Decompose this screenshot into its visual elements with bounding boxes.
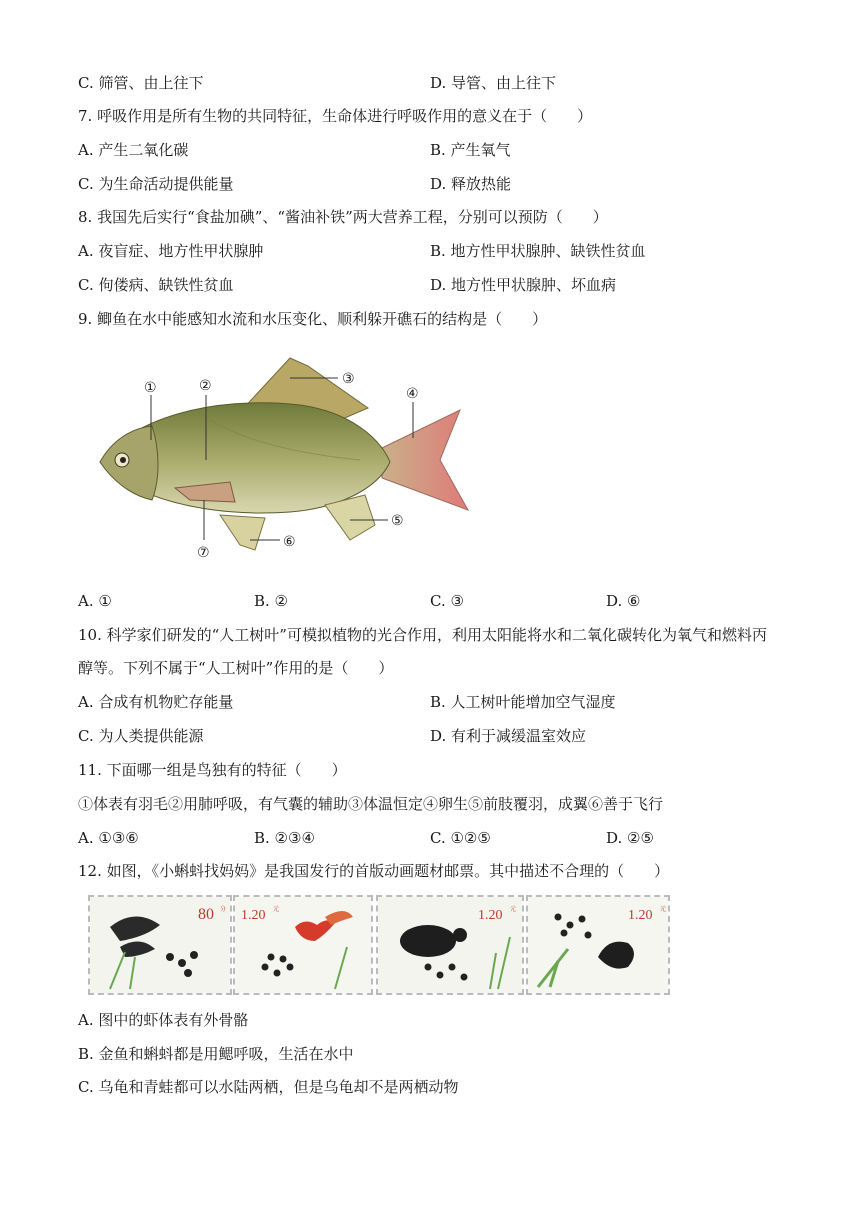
label-7: ⑦	[197, 545, 210, 561]
q9-option-a: A. ①	[78, 592, 112, 610]
stamp-turtle	[376, 895, 524, 995]
q7-option-a: A. 产生二氧化碳	[78, 141, 189, 159]
stamp-2-value: 1.20	[241, 908, 266, 923]
label-5: ⑤	[391, 513, 404, 529]
stamp-3-value: 1.20	[478, 908, 503, 923]
pelvic-fin	[220, 515, 265, 550]
q12-option-c: C. 乌龟和青蛙都可以水陆两栖，但是乌龟却不是两栖动物	[78, 1078, 459, 1096]
q11-option-b: B. ②③④	[254, 829, 315, 847]
q9-option-b: B. ②	[254, 592, 289, 610]
q11-option-c: C. ①②⑤	[430, 829, 491, 847]
label-3: ③	[342, 371, 355, 387]
q10-option-b: B. 人工树叶能增加空气湿度	[430, 693, 616, 711]
stamp-4-value: 1.20	[628, 908, 653, 923]
q7-option-c: C. 为生命活动提供能量	[78, 175, 234, 193]
q12-option-a: A. 图中的虾体表有外骨骼	[78, 1011, 249, 1029]
stamp-shrimp	[88, 895, 232, 995]
q11-option-d: D. ②⑤	[606, 829, 654, 847]
q10-stem-line1: 10. 科学家们研发的“人工树叶”可模拟植物的光合作用，利用太阳能将水和二氧化碳转化为氧气和燃料丙	[78, 626, 767, 644]
q9-option-d: D. ⑥	[606, 592, 641, 610]
q10-option-c: C. 为人类提供能源	[78, 727, 204, 745]
q8-option-b: B. 地方性甲状腺肿、缺铁性贫血	[430, 242, 646, 260]
fish-head	[100, 426, 158, 500]
q11-stem: 11. 下面哪一组是鸟独有的特征（ ）	[78, 761, 347, 779]
q10-option-a: A. 合成有机物贮存能量	[78, 693, 234, 711]
q7-option-b: B. 产生氧气	[430, 141, 511, 159]
tail-fin	[382, 410, 468, 510]
q8-option-a: A. 夜盲症、地方性甲状腺肿	[78, 242, 264, 260]
q12-option-b: B. 金鱼和蝌蚪都是用鳃呼吸，生活在水中	[78, 1045, 354, 1063]
label-1: ①	[144, 380, 157, 396]
q10-stem-line2: 醇等。下列不属于“人工树叶”作用的是（ ）	[78, 659, 394, 677]
q9-stem: 9. 鲫鱼在水中能感知水流和水压变化、顺利躲开礁石的结构是（ ）	[78, 310, 548, 328]
q11-option-a: A. ①③⑥	[78, 829, 139, 847]
carp-figure	[90, 350, 480, 565]
q11-items: ①体表有羽毛②用肺呼吸，有气囊的辅助③体温恒定④卵生⑤前肢覆羽，成翼⑥善于飞行	[78, 795, 664, 813]
stamp-goldfish	[233, 895, 373, 995]
q7-option-d: D. 释放热能	[430, 175, 512, 193]
q7-stem: 7. 呼吸作用是所有生物的共同特征，生命体进行呼吸作用的意义在于（ ）	[78, 107, 593, 125]
stamp-3-unit: 元	[510, 906, 517, 913]
stamp-4-unit: 元	[660, 906, 667, 913]
label-4: ④	[406, 386, 419, 402]
stamp-1-value: 80	[198, 906, 214, 923]
label-2: ②	[199, 378, 212, 394]
stamp-2-unit: 元	[273, 906, 280, 913]
q6-option-c: C. 筛管、由上往下	[78, 74, 204, 92]
q12-stem: 12. 如图，《小蝌蚪找妈妈》是我国发行的首版动画题材邮票。其中描述不合理的（ ）	[78, 862, 670, 880]
q8-stem: 8. 我国先后实行“食盐加碘”、“酱油补铁”两大营养工程，分别可以预防（ ）	[78, 208, 608, 226]
q8-option-c: C. 佝偻病、缺铁性贫血	[78, 276, 234, 294]
q6-option-d: D. 导管、由上往下	[430, 74, 557, 92]
q9-option-c: C. ③	[430, 592, 464, 610]
label-6: ⑥	[283, 534, 296, 550]
stamp-frog	[526, 895, 670, 995]
q8-option-d: D. 地方性甲状腺肿、坏血病	[430, 276, 617, 294]
stamp-1-unit: 分	[220, 906, 227, 913]
q10-option-d: D. 有利于减缓温室效应	[430, 727, 587, 745]
